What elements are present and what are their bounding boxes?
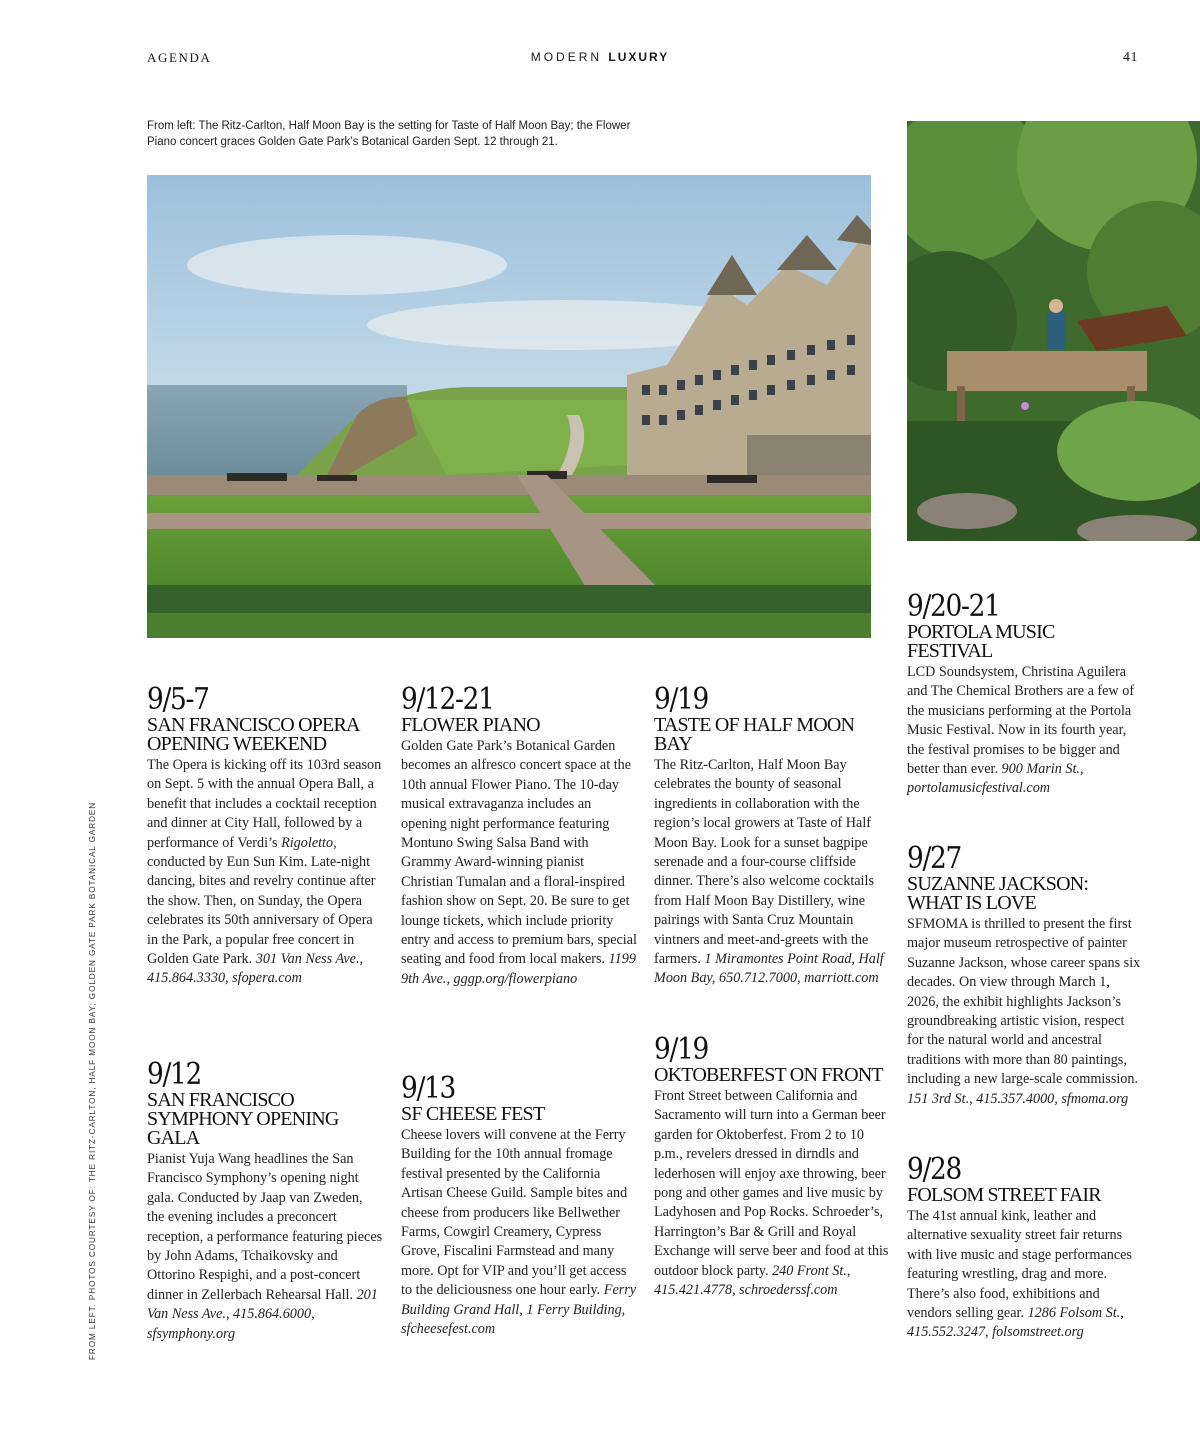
hotel-photo — [147, 175, 871, 638]
event-oktoberfest — [654, 1032, 890, 1300]
event-flower-piano — [401, 682, 637, 989]
event-title: SF CHEESE FEST — [401, 1103, 545, 1125]
event-contact: 151 3rd St., 415.357.4000, sfmoma.org — [907, 1090, 1129, 1107]
event-title: SUZANNE JACKSON: WHAT IS LOVE — [907, 873, 1089, 914]
event-date: 9/20-21 — [907, 589, 1000, 624]
event-description: SFMOMA is thrilled to present the first major museum retrospective of painter Suzanne Jackson, whose career spans six decades. On view through March 1, 2026, the exhibit highlights Jackson’s groundbreaking artistic vision, respect for the natural world and ancestral traditions with more than 80 paintings, including a new large-scale commission. 151 3rd St., 415.357.4000, sfmoma.org — [907, 916, 1141, 1107]
event-description: The Opera is kicking off its 103rd season on Sept. 5 with the annual Opera Ball, a benefit that includes a cocktail reception and dinner at City Hall, followed by a performance of Verdi’s Rigoletto, conducted by Eun Sun Kim. Late-night dancing, bites and revelry continue after the show. Then, on Sunday, the Opera celebrates its 50th anniversary of Opera in the Park, a popular free concert in Golden Gate Park. 301 Van Ness Ave., 415.864.3330, sfopera.com — [147, 757, 382, 987]
event-title: FLOWER PIANO — [401, 714, 540, 736]
event-title: PORTOLA MUSIC FESTIVAL — [907, 621, 1055, 662]
event-folsom — [907, 1152, 1143, 1343]
event-description: Golden Gate Park’s Botanical Garden becomes an alfresco concert space at the 10th annual Flower Piano. The 10-day musical extravaganza includes an opening night performance featuring Montuno Swing Salsa Band with Grammy Award-winning pianist Christian Tumalan and a floral-inspired fashion show on Sept. 20. Be sure to get lounge tickets, which include priority entry and access to premium bars, special seating and food from local makers. 1199 9th Ave., gggp.org/flowerpiano — [401, 738, 637, 987]
event-title: TASTE OF HALF MOON BAY — [654, 714, 855, 755]
brand-light: MODERN — [530, 50, 603, 64]
event-cheese-fest — [401, 1071, 637, 1339]
event-suzanne-jackson — [907, 841, 1143, 1109]
event-date: 9/19 — [654, 1032, 709, 1067]
brand-bold: LUXURY — [608, 50, 670, 64]
event-title: OKTOBERFEST ON FRONT — [654, 1064, 883, 1086]
event-description: Cheese lovers will convene at the Ferry Building for the 10th annual fromage festival presented by the California Artisan Cheese Guild. Sample bites and cheese from producers like Bellwether Farms, Cowgirl Creamery, Cypress Grove, Fiscalini Farmstead and many more. Opt for VIP and you’ll get access to the deliciousness one hour early. Ferry Building Grand Hall, 1 Ferry Building, sfcheesefest.com — [401, 1127, 637, 1338]
event-contact: Ferry Building Grand Hall, 1 Ferry Building, sfcheesefest.com — [401, 1282, 637, 1338]
event-taste-hmb — [654, 682, 890, 989]
event-title: FOLSOM STREET FAIR — [907, 1184, 1101, 1206]
event-date: 9/12 — [147, 1057, 202, 1092]
event-contact: 301 Van Ness Ave., 415.864.3330, sfopera.com — [147, 951, 364, 987]
flower-piano-photo — [907, 121, 1200, 541]
event-description: Pianist Yuja Wang headlines the San Francisco Symphony’s opening night gala. Conducted by Jaap van Zweden, the evening includes a preconcert reception, a performance featuring pieces by John Adams, Tchaikovsky and Ottorino Respighi, and a post-concert dinner in Zellerbach Rehearsal Hall. 201 Van Ness Ave., 415.864.6000, sfsymphony.org — [147, 1151, 383, 1342]
event-contact: 1286 Folsom St., 415.552.3247, folsomstreet.org — [907, 1305, 1124, 1341]
event-title: SAN FRANCISCO SYMPHONY OPENING GALA — [147, 1089, 339, 1149]
event-contact: 1199 9th Ave., gggp.org/flowerpiano — [401, 951, 636, 987]
event-date: 9/28 — [907, 1152, 962, 1187]
page-number: 41 — [1123, 50, 1138, 65]
photo-caption: From left: The Ritz-Carlton, Half Moon Bay is the setting for Taste of Half Moon Bay; the Flower Piano concert graces Golden Gate Park’s Botanical Garden Sept. 12 through 21. — [147, 120, 631, 148]
event-contact: 1 Miramontes Point Road, Half Moon Bay, 650.712.7000, marriott.com — [654, 951, 884, 987]
event-contact: 201 Van Ness Ave., 415.864.6000, sfsymphony.org — [147, 1286, 378, 1342]
brand-logo — [0, 50, 1200, 64]
photo-credit: FROM LEFT. PHOTOS COURTESY OF: THE RITZ-CARLTON, HALF MOON BAY; GOLDEN GATE PARK BOTANICAL GARDEN — [88, 801, 97, 1360]
event-contact: 900 Marin St., portolamusicfestival.com — [907, 761, 1084, 797]
event-description: LCD Soundsystem, Christina Aguilera and The Chemical Brothers are a few of the musicians performing at the Portola Music Festival. Now in its fourth year, the festival promises to be bigger and better than ever. 900 Marin St., portolamusicfestival.com — [907, 664, 1135, 797]
event-description: Front Street between California and Sacramento will turn into a German beer garden for Oktoberfest. From 2 to 10 p.m., revelers dressed in dirndls and lederhosen will enjoy axe throwing, beer pong and other games and live music by Ladyhosen and Pop Rocks. Schroeder’s, Harrington’s Bar & Grill and Royal Exchange will serve beer and food at this outdoor block party. 240 Front St., 415.421.4778, schroederssf.com — [654, 1088, 889, 1299]
event-symphony — [147, 1057, 383, 1344]
event-date: 9/27 — [907, 841, 962, 876]
event-date: 9/12-21 — [401, 682, 494, 717]
event-date: 9/13 — [401, 1071, 456, 1106]
event-description: The 41st annual kink, leather and alternative sexuality street fair returns with live music and stage performances featuring wrestling, drag and more. There’s also food, exhibitions and vendors selling gear. 1286 Folsom St., 415.552.3247, folsomstreet.org — [907, 1208, 1132, 1341]
event-description: The Ritz-Carlton, Half Moon Bay celebrates the bounty of seasonal ingredients in collaboration with the region’s local growers at Taste of Half Moon Bay. Look for a sunset bagpipe serenade and a four-course cliffside dinner. There’s also welcome cocktails from Half Moon Bay Distillery, wine pairings with Santa Cruz Mountain vintners and meet-and-greets with the farmers. 1 Miramontes Point Road, Half Moon Bay, 650.712.7000, marriott.com — [654, 757, 884, 987]
event-opera — [147, 682, 383, 989]
section-label: AGENDA — [147, 50, 212, 65]
event-date: 9/19 — [654, 682, 709, 717]
event-date: 9/5-7 — [147, 682, 209, 717]
event-portola — [907, 589, 1143, 799]
event-contact: 240 Front St., 415.421.4778, schroederssf.com — [654, 1262, 851, 1299]
event-title: SAN FRANCISCO OPERA OPENING WEEKEND — [147, 714, 359, 755]
